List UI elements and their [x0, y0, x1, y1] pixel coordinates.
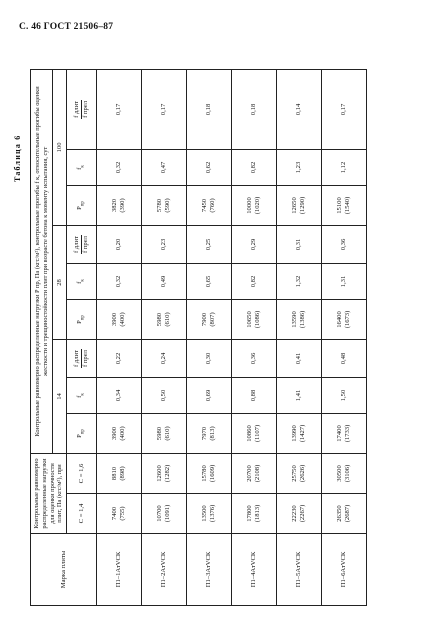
cell-r28: 0,25	[187, 225, 232, 263]
ratio-numerator: f длит	[73, 236, 81, 253]
cell-f28: 1,31	[322, 263, 367, 299]
cell-f100: 0,47	[142, 149, 187, 185]
cell-c16: 30500 (3106)	[322, 453, 367, 493]
cell-mark: П1–4АтVСК	[232, 534, 277, 606]
cell-r100: 0,17	[322, 69, 367, 149]
cell-p14: 13990 (1427)	[277, 413, 322, 453]
cell-r14: 0,30	[187, 339, 232, 377]
cell-r100: 0,17	[97, 69, 142, 149]
header-c14: C = 1,4	[67, 494, 97, 534]
cell-r14: 0,41	[277, 339, 322, 377]
table-row	[232, 69, 277, 605]
table-row	[142, 69, 187, 605]
cell-c14: 26350 (2687)	[322, 494, 367, 534]
header-f-28	[67, 263, 97, 299]
cell-c16: 12600 (1282)	[142, 453, 187, 493]
header-rigidity: Контрольные равномерно распределенные нагрузки P пр, Па (кгс/м²), контрольные прогибы f к, относительные прогибы оценки жесткости и трещиностойкости плит при возрасте бетона к моменту испытания, сут	[31, 69, 53, 453]
table-row	[322, 69, 367, 605]
header-ratio-14	[67, 339, 97, 377]
cell-p100: 10000 (1020)	[232, 185, 277, 225]
cell-f14: 0,88	[232, 377, 277, 413]
header-age-28: 28	[53, 225, 67, 339]
cell-p100: 15100 (1540)	[322, 185, 367, 225]
ratio-denominator: f прел	[82, 101, 89, 118]
ratio-denominator: f прел	[82, 236, 89, 253]
cell-c14: 17800 (1813)	[232, 494, 277, 534]
cell-r14: 0,24	[142, 339, 187, 377]
cell-p100: 5780 (590)	[142, 185, 187, 225]
page-header: С. 46 ГОСТ 21506–87	[19, 22, 114, 32]
cell-f100: 0,32	[97, 149, 142, 185]
ratio-numerator: f длит	[73, 100, 81, 118]
f-subscript: к	[80, 279, 86, 282]
cell-f14: 1,41	[277, 377, 322, 413]
p-symbol: P	[76, 206, 84, 210]
cell-p28: 10650 (1086)	[232, 299, 277, 339]
cell-c16: 8810 (898)	[97, 453, 142, 493]
cell-mark: П1–5АтVСК	[277, 534, 322, 606]
cell-p28: 5980 (610)	[142, 299, 187, 339]
header-p-28	[67, 299, 97, 339]
cell-r100: 0,18	[232, 69, 277, 149]
cell-c16: 20700 (2108)	[232, 453, 277, 493]
cell-r28: 0,29	[232, 225, 277, 263]
header-ratio-100	[67, 69, 97, 149]
header-p-100	[67, 185, 97, 225]
header-ratio-28	[67, 225, 97, 263]
cell-p28: 13590 (1386)	[277, 299, 322, 339]
cell-p14: 17400 (1733)	[322, 413, 367, 453]
header-control-load: Контрольные равномерно распределенные нагрузки для оценки прочности плит, Па (кгс/м²), при	[31, 453, 67, 533]
cell-f14: 0,69	[187, 377, 232, 413]
cell-f28: 1,32	[277, 263, 322, 299]
table-row	[187, 69, 232, 605]
cell-r28: 0,20	[97, 225, 142, 263]
cell-p14: 5980 (610)	[142, 413, 187, 453]
cell-r100: 0,17	[142, 69, 187, 149]
header-age-100: 100	[53, 69, 67, 225]
header-f-14	[67, 377, 97, 413]
cell-f28: 0,65	[187, 263, 232, 299]
cell-r14: 0,22	[97, 339, 142, 377]
p-subscript: пр	[80, 315, 86, 321]
p-subscript: пр	[80, 201, 86, 207]
cell-f28: 0,49	[142, 263, 187, 299]
cell-r14: 0,48	[322, 339, 367, 377]
cell-f28: 0,32	[97, 263, 142, 299]
header-f-100	[67, 149, 97, 185]
cell-mark: П1–1АтVСК	[97, 534, 142, 606]
header-age-14: 14	[53, 339, 67, 453]
cell-p28: 7900 (807)	[187, 299, 232, 339]
cell-r14: 0,36	[232, 339, 277, 377]
cell-c14: 10700 (1091)	[142, 494, 187, 534]
cell-c14: 7400 (755)	[97, 494, 142, 534]
f-subscript: к	[80, 165, 86, 168]
cell-c14: 13500 (1376)	[187, 494, 232, 534]
ratio-denominator: f прел	[82, 350, 89, 367]
cell-f14: 0,34	[97, 377, 142, 413]
table-caption: Таблица 6	[13, 134, 22, 182]
cell-mark: П1–3АтVСК	[187, 534, 232, 606]
header-p-14	[67, 413, 97, 453]
cell-f14: 1,50	[322, 377, 367, 413]
p-subscript: пр	[80, 429, 86, 435]
cell-c16: 25750 (2626)	[277, 453, 322, 493]
cell-r100: 0,18	[187, 69, 232, 149]
cell-c16: 15780 (1609)	[187, 453, 232, 493]
cell-p14: 7970 (813)	[187, 413, 232, 453]
cell-c14: 22230 (2267)	[277, 494, 322, 534]
f-subscript: к	[80, 393, 86, 396]
cell-f28: 0,82	[232, 263, 277, 299]
header-c16: C = 1,6	[67, 453, 97, 493]
cell-p100: 12650 (1290)	[277, 185, 322, 225]
cell-r28: 0,36	[322, 225, 367, 263]
cell-p28: 16400 (1673)	[322, 299, 367, 339]
header-mark: Марка плиты	[31, 534, 97, 606]
cell-p100: 7450 (760)	[187, 185, 232, 225]
p-symbol: P	[76, 320, 84, 324]
cell-mark: П1–6АтVСК	[322, 534, 367, 606]
cell-p14: 3900 (400)	[97, 413, 142, 453]
cell-f100: 0,62	[187, 149, 232, 185]
cell-f100: 0,82	[232, 149, 277, 185]
cell-r28: 0,23	[142, 225, 187, 263]
table-row	[277, 69, 322, 605]
cell-p14: 10860 (1107)	[232, 413, 277, 453]
rotated-table-block	[13, 70, 370, 606]
cell-f100: 1,23	[277, 149, 322, 185]
f-symbol: f	[76, 395, 84, 398]
load-table	[30, 69, 367, 606]
f-symbol: f	[76, 167, 84, 170]
cell-r28: 0,31	[277, 225, 322, 263]
cell-mark: П1–2АтVСК	[142, 534, 187, 606]
cell-f100: 1,12	[322, 149, 367, 185]
ratio-numerator: f длит	[73, 350, 81, 367]
p-symbol: P	[76, 434, 84, 438]
cell-p28: 3900 (400)	[97, 299, 142, 339]
cell-p100: 3820 (390)	[97, 185, 142, 225]
cell-r100: 0,14	[277, 69, 322, 149]
f-symbol: f	[76, 281, 84, 284]
table-row	[97, 69, 142, 605]
cell-f14: 0,50	[142, 377, 187, 413]
